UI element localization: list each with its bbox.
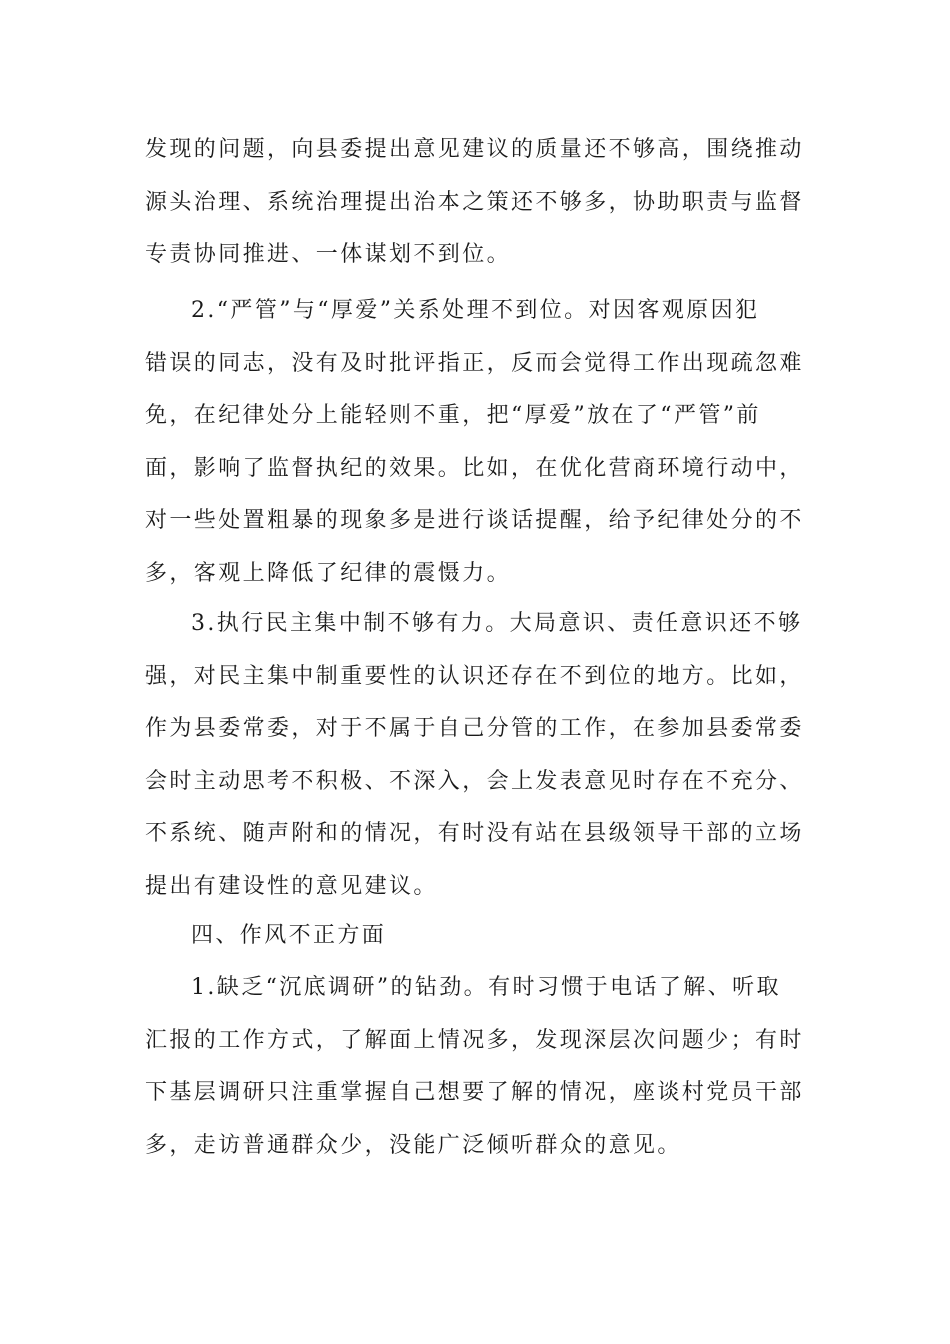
- paragraph-strict-love: [145, 285, 804, 600]
- text-line: 发现的问题，向县委提出意见建议的质量还不够高，围绕推动: [145, 137, 804, 162]
- text-line: 源头治理、系统治理提出治本之策还不够多，协助职责与监督: [145, 189, 804, 215]
- text-line: 1.缺乏“沉底调研”的钻劲。有时习惯于电话了解、听取: [191, 975, 781, 1000]
- text-line: 会时主动思考不积极、不深入，会上发表意见时存在不充分、: [145, 768, 804, 794]
- text-line: 强，对民主集中制重要性的认识还存在不到位的地方。比如，: [145, 663, 804, 689]
- section-heading-text: 四、作风不正方面: [191, 923, 387, 948]
- text-line: 免，在纪律处分上能轻则不重，把“厚爱”放在了“严管”前: [145, 403, 761, 428]
- text-line: 提出有建设性的意见建议。: [145, 873, 438, 899]
- text-line: 作为县委常委，对于不属于自己分管的工作，在参加县委常委: [145, 716, 804, 741]
- text-line: 3.执行民主集中制不够有力。大局意识、责任意识还不够: [191, 611, 803, 636]
- text-line: 专责协同推进、一体谋划不到位。: [145, 242, 512, 267]
- text-line: 多，走访普通群众少，没能广泛倾听群众的意见。: [145, 1132, 682, 1158]
- text-line: 汇报的工作方式，了解面上情况多，发现深层次问题少；有时: [145, 1027, 804, 1053]
- paragraph-democratic-centralism: [145, 598, 804, 913]
- text-line: 面，影响了监督执纪的效果。比如，在优化营商环境行动中，: [145, 455, 804, 481]
- paragraph-research: [145, 962, 804, 1172]
- section-heading: [145, 910, 795, 963]
- text-line: 2.“严管”与“厚爱”关系处理不到位。对因客观原因犯: [191, 298, 760, 323]
- paragraph-continued: [145, 124, 804, 282]
- text-line: 下基层调研只注重掌握自己想要了解的情况，座谈村党员干部: [145, 1080, 804, 1105]
- text-line: 错误的同志，没有及时批评指正，反而会觉得工作出现疏忽难: [145, 350, 804, 376]
- text-line: 对一些处置粗暴的现象多是进行谈话提醒，给予纪律处分的不: [145, 508, 804, 533]
- text-line: 不系统、随声附和的情况，有时没有站在县级领导干部的立场: [145, 821, 804, 846]
- text-line: 多，客观上降低了纪律的震慑力。: [145, 560, 512, 586]
